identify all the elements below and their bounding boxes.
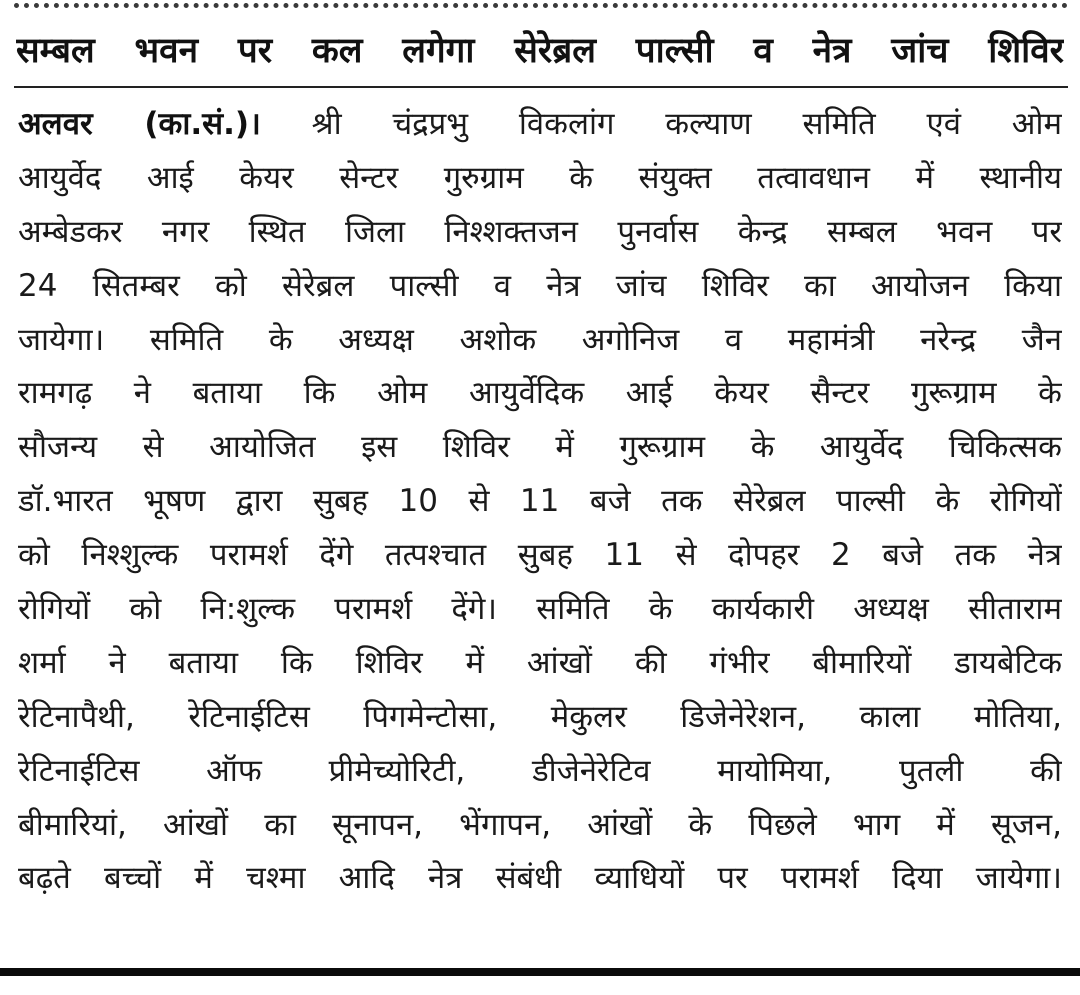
body-line: सौजन्य से आयोजित इस शिविर में गुरूग्राम के आयुर्वेद चिकित्सक — [18, 429, 1062, 466]
body-line-text: श्री चंद्रप्रभु विकलांग कल्याण समिति एवं ओम — [260, 106, 1062, 142]
body-line: रोगियों को नि:शुल्क परामर्श देंगे। समिति के कार्यकारी अध्यक्ष सीताराम — [18, 591, 1062, 628]
body-line: डॉ.भारत भूषण द्वारा सुबह 10 से 11 बजे तक सेरेब्रल पाल्सी के रोगियों — [18, 483, 1062, 520]
top-dotted-rule — [14, 3, 1068, 8]
body-line: आयुर्वेद आई केयर सेन्टर गुरुग्राम के संयुक्त तत्वावधान में स्थानीय — [18, 159, 1062, 196]
body-line: जायेगा। समिति के अध्यक्ष अशोक अगोनिज व महामंत्री नरेन्द्र जैन — [18, 321, 1062, 358]
body-line: रामगढ़ ने बताया कि ओम आयुर्वेदिक आई केयर सैन्टर गुरूग्राम के — [18, 375, 1062, 412]
body-line: शर्मा ने बताया कि शिविर में आंखों की गंभीर बीमारियों डायबेटिक — [18, 644, 1062, 681]
headline-container — [16, 18, 1064, 84]
headline-rule — [14, 86, 1068, 88]
body-line: बढ़ते बच्चों में चश्मा आदि नेत्र संबंधी व्याधियों पर परामर्श दिया जायेगा। — [18, 860, 1062, 897]
dateline: अलवर (का.सं.)। — [18, 106, 261, 142]
body-line: को निश्शुल्क परामर्श देंगे तत्पश्चात सुबह 11 से दोपहर 2 बजे तक नेत्र — [18, 537, 1062, 574]
body-line: 24 सितम्बर को सेरेब्रल पाल्सी व नेत्र जांच शिविर का आयोजन किया — [18, 267, 1062, 304]
article-body — [18, 98, 1062, 958]
body-line: रेटिनापैथी, रेटिनाईटिस पिगमेन्टोसा, मेकुलर डिजेनेरेशन, काला मोतिया, — [18, 698, 1062, 735]
body-line: बीमारियां, आंखों का सूनापन, भेंगापन, आंखों के पिछले भाग में सूजन, — [18, 806, 1062, 843]
body-line: रेटिनाईटिस ऑफ प्रीमेच्योरिटी, डीजेनेरेटिव मायोमिया, पुतली की — [18, 752, 1062, 789]
headline: सम्बल भवन पर कल लगेगा सेरेब्रल पाल्सी व नेत्र जांच शिविर — [16, 31, 1064, 71]
body-line: अम्बेडकर नगर स्थित जिला निश्शक्तजन पुनर्वास केन्द्र सम्बल भवन पर — [18, 213, 1062, 250]
body-line — [18, 98, 1062, 152]
bottom-rule — [0, 968, 1080, 976]
